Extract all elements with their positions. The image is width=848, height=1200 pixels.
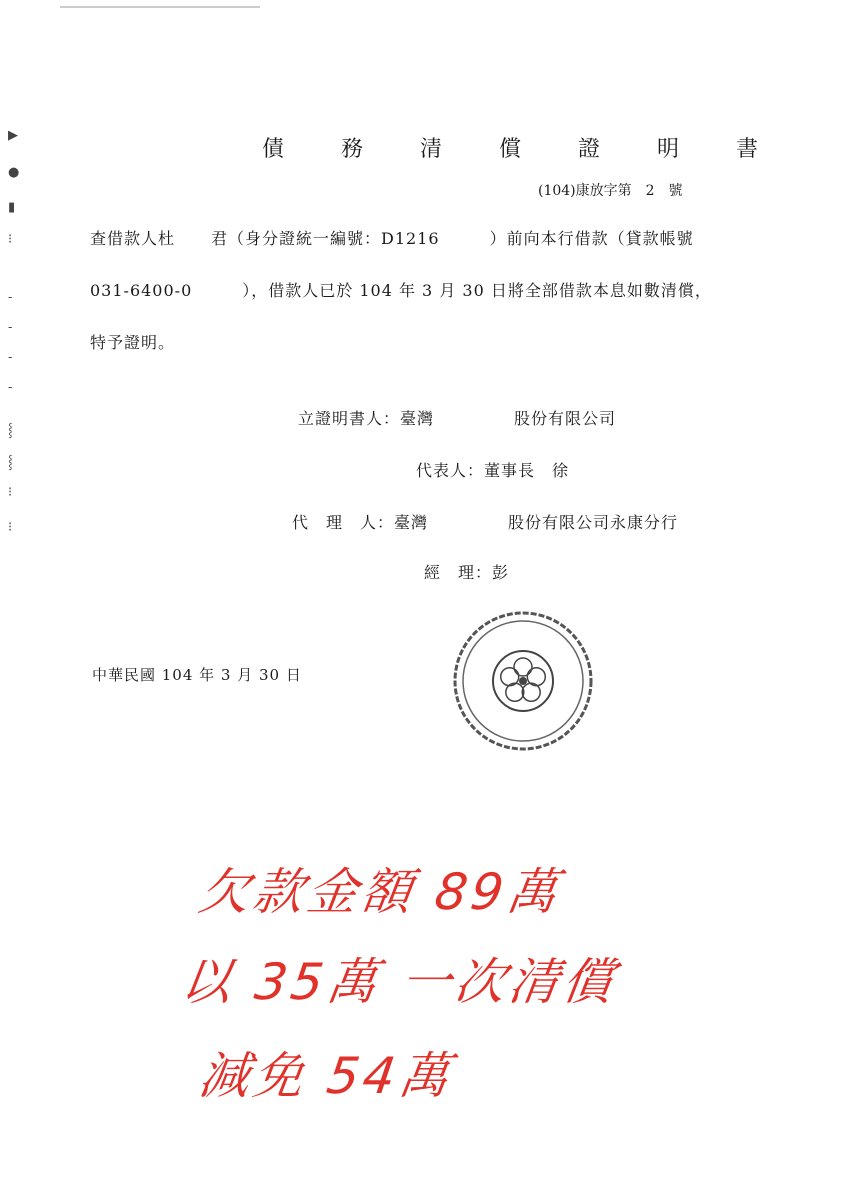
loan-account-number: 031-6400-0 (90, 281, 193, 300)
plum-blossom-icon (493, 651, 553, 711)
repayment-statement: ），借款人已於 104 年 3 月 30 日將全部借款本息如數清償， (242, 281, 712, 300)
redaction (192, 284, 242, 300)
margin-mark: ⁝ (8, 520, 13, 535)
agent-name-suffix: 股份有限公司永康分行 (508, 513, 679, 532)
certifier-label: 立證明書人： (298, 409, 401, 428)
redaction (428, 516, 508, 532)
reference-number: (104)康放字第 2 號 (538, 183, 683, 199)
bank-seal (448, 606, 598, 756)
loan-account-intro: ）前向本行借款（貸款帳號 (489, 229, 694, 248)
margin-mark: ● (8, 165, 20, 180)
margin-mark: ⸾ (8, 455, 13, 470)
margin-mark: ⸾ (8, 423, 13, 438)
redaction (434, 412, 514, 428)
margin-mark: ▮ (8, 200, 16, 215)
agent-line (292, 510, 678, 533)
handwritten-note-line-3: 減免 54萬 (195, 1047, 458, 1105)
margin-mark: - (8, 380, 13, 395)
scan-artifact (60, 6, 260, 8)
manager-name: 彭 (492, 563, 510, 582)
agent-name-prefix: 臺灣 (394, 513, 429, 532)
issue-date: 中華民國 104 年 3 月 30 日 (92, 666, 302, 684)
agent-label: 代 理 人： (292, 513, 395, 532)
body-line-2 (90, 278, 712, 301)
certifier-name-suffix: 股份有限公司 (514, 409, 617, 428)
redaction (440, 232, 490, 248)
representative-name: 董事長 徐 (484, 461, 570, 480)
body-line-1 (90, 226, 694, 249)
body-line-3: 特予證明。 (90, 333, 176, 352)
margin-mark: - (8, 350, 13, 365)
certifier-line (298, 406, 616, 429)
certifier-name-prefix: 臺灣 (400, 409, 435, 428)
margin-mark: - (8, 290, 13, 305)
manager-label: 經 理： (424, 563, 493, 582)
manager-line (424, 560, 509, 583)
redaction (175, 232, 211, 248)
borrower-id-text: 君（身分證統一編號：D1216 (211, 229, 440, 248)
margin-mark: ⁝ (8, 232, 13, 247)
handwritten-note-line-2: 以 35萬 一次清償 (177, 953, 621, 1011)
borrower-intro: 查借款人杜 (90, 229, 176, 248)
margin-mark: ▶ (8, 128, 18, 143)
representative-label: 代表人： (416, 461, 485, 480)
margin-mark: - (8, 320, 13, 335)
representative-line (416, 458, 569, 481)
margin-mark: ⁝ (8, 485, 13, 500)
document-title: 債 務 清 償 證 明 書 (262, 137, 783, 162)
handwritten-note-line-1: 欠款金額 89萬 (195, 863, 566, 921)
